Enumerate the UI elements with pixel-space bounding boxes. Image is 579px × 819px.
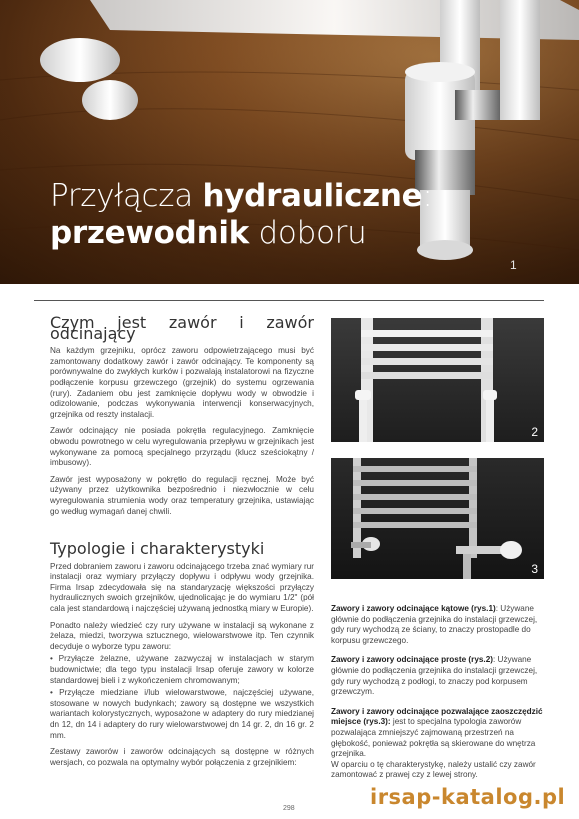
photo-space-saving-valves bbox=[331, 458, 544, 579]
section-typologies bbox=[50, 539, 314, 774]
page-number: 298 bbox=[283, 805, 295, 812]
figure-number-3: 3 bbox=[531, 562, 538, 576]
paragraph: W oparciu o tę charakterystykę, należy ustalić czy zawór zamontować z prawej czy z lewej strony. bbox=[331, 759, 536, 780]
paragraph: Przed dobraniem zaworu i zaworu odcinającego trzeba znać wymiary rur instalacji oraz wymiary przyłączy dopływu i odpływu wody grzejnika. Firma Irsap zdecydowała się na standaryzację większości przyłączy hydraulicznych swoich grzejników, ujednolicając je do wymiaru 1/2" (pół cala jest standardową i najczęściej używaną jednostką miary w Europie). bbox=[50, 561, 314, 613]
paragraph: Zawór jest wyposażony w pokrętło do regulacji ręcznej. Może być używany przez użytkownika bezpośrednio i niezwłocznie w celu wyregulowania strumienia wody oraz temperatury grzejnika, ustawiając go według wymagań danej chwili. bbox=[50, 474, 314, 516]
section-what-is-valve bbox=[50, 313, 314, 523]
valve-type-space-saving: Zawory i zawory odcinające pozwalające zaoszczędzić miejsce (rys.3): jest to specjalna typologia zaworów pozwalająca zmniejszyć zajmowaną przestrzeń na głębokość, ponieważ pokrętła są skierowane do wnętrza grzejnika. bbox=[331, 706, 543, 759]
figure-number-2: 2 bbox=[531, 425, 538, 439]
page-title: Przyłącza hydrauliczne: przewodnik doboru bbox=[50, 178, 433, 251]
paragraph: Na każdym grzejniku, oprócz zaworu odpowietrzającego musi być zamontowany dodatkowy zawór i zawór odcinający. Te komponenty są porównywalne do zwykłych kurków i pozwalają instalatorowi na fizyczne podłączenie korpusu grzewczego (grzejnik) do systemu ogrzewania (rury). Zadaniem obu jest zamknięcie dopływu wody w obwodzie i odizolowanie, podczas wykonywania interwencji konserwacyjnych, grzejnika od reszty instalacji. bbox=[50, 346, 314, 419]
hero-image bbox=[0, 0, 579, 284]
valve-type-straight: Zawory i zawory odcinające proste (rys.2): Używane głównie do podłączenia grzejnika do instalacji grzewczej, gdy rury wychodzą z podłogi, to znaczy pod korpusem grzewczym. bbox=[331, 655, 538, 697]
radiator-chrome-illustration bbox=[331, 458, 544, 579]
paragraph: Ponadto należy wiedzieć czy rury używane w instalacji są wykonane z żelaza, miedzi, tworzywa sztucznego, wielowarstwowe itp. Ten czynnik decyduje o wyborze typu zaworu: bbox=[50, 620, 314, 651]
section-heading: Czym jest zawór i zawór odcinający bbox=[50, 313, 314, 343]
watermark: irsap-katalog.pl bbox=[370, 785, 566, 809]
section-heading: Typologie i charakterystyki bbox=[50, 539, 265, 558]
figure-number-1: 1 bbox=[510, 258, 517, 272]
valve-type-angle: Zawory i zawory odcinające kątowe (rys.1): Używane głównie do podłączenia grzejnika do instalacji grzewczej, gdy rury wychodzą ze ściany, to znaczy prostopadle do korpusu grzewczego. bbox=[331, 604, 538, 645]
paragraph: Zestawy zaworów i zaworów odcinających są dostępne w różnych wersjach, co pozwala na optymalny wybór połączenia z grzejnikiem: bbox=[50, 747, 314, 767]
photo-straight-valves bbox=[331, 318, 544, 442]
bullet-item: • Przyłącze żelazne, używane zazwyczaj w instalacjach w starym budownictwie; dla tego typu instalacji Irsap oferuje zawory w kolorze standardowej bieli i z wykończeniem chromowanym; bbox=[50, 654, 314, 685]
divider bbox=[34, 300, 544, 301]
bullet-item: • Przyłącze miedziane i/lub wielowarstwowe, najczęściej używane, stosowane w nowych budynkach; zawory są dostępne we wszystkich wariantach kolorystycznych, wyposażone w adaptery do rury miedzianej dn 12, dn 14 i adaptery do rury wielowarstwowej dn 14 gr. 2, dn 16 gr. 2 mm. bbox=[50, 688, 314, 740]
valve-types-list bbox=[331, 604, 544, 790]
radiator-illustration bbox=[331, 318, 544, 442]
paragraph: Zawór odcinający nie posiada pokrętła regulacyjnego. Zamknięcie obwodu powrotnego w celu wyregulowania przepływu w grzejnikach jest wykonywane za pomocą specjalnego przyrządu (klucz sześciokątny / imbusowy). bbox=[50, 426, 314, 468]
